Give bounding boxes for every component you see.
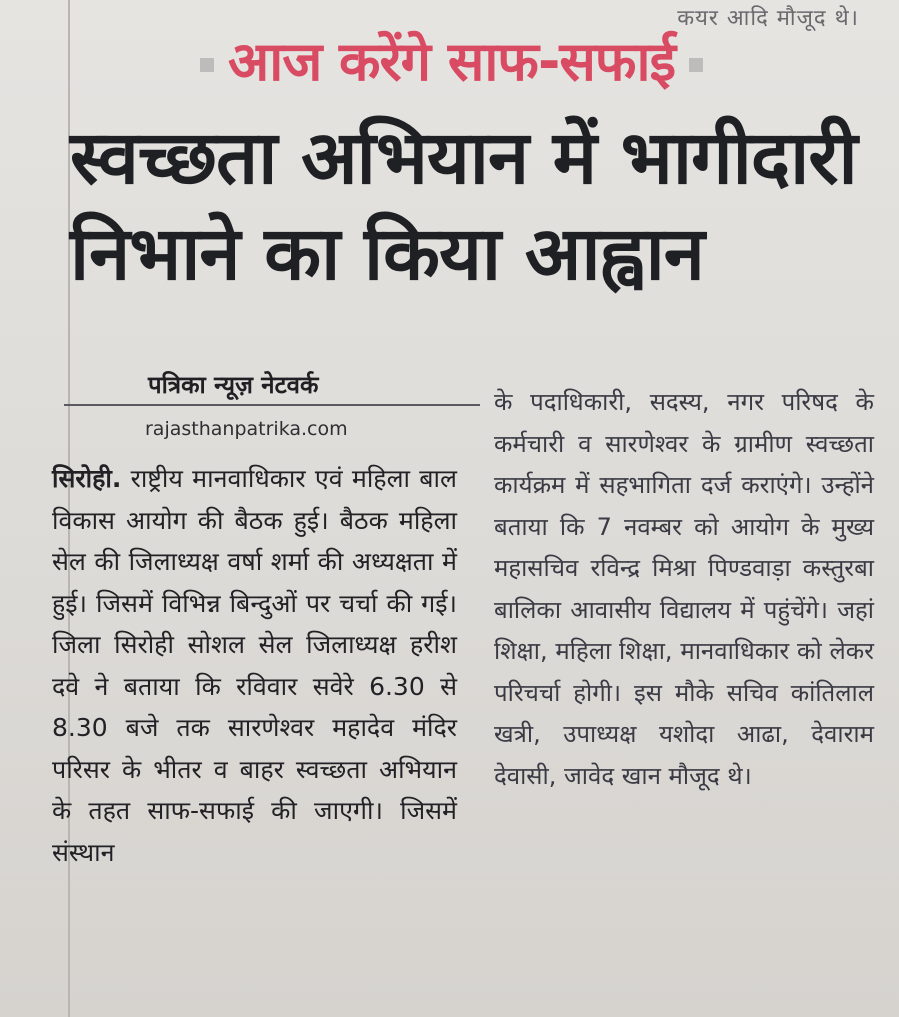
byline: पत्रिका न्यूज़ नेटवर्क [148,371,319,399]
main-headline: स्वच्छता अभियान में भागीदारी निभाने का किया आह्वान [70,115,857,297]
kicker-headline [186,22,717,96]
bullet-square-icon [689,58,703,72]
article-text-right: के पदाधिकारी, सदस्य, नगर परिषद के कर्मचारी व सारणेश्वर के ग्रामीण स्वच्छता कार्यक्रम में सहभागिता दर्ज कराएंगे। उन्होंने बताया कि 7 नवम्बर को आयोग के मुख्य महासचिव रविन्द्र मिश्रा पिण्डवाड़ा कस्तुरबा बालिका आवासीय विद्यालय में पहुंचेंगे। जहां शिक्षा, महिला शिक्षा, मानवाधिकार को लेकर परिचर्चा होगी। इस मौके सचिव कांतिलाल खत्री, उपाध्यक्ष यशोदा आढा, देवाराम देवासी, जावेद खान मौजूद थे। [494,388,874,790]
article-column-right [494,382,874,797]
website-credit: rajasthanpatrika.com [145,418,348,440]
article-text-left: राष्ट्रीय मानवाधिकार एवं महिला बाल विकास आयोग की बैठक हुई। बैठक महिला सेल की जिलाध्यक्ष वर्षा शर्मा की अध्यक्षता में हुई। जिसमें विभिन्न बिन्दुओं पर चर्चा की गई। जिला सिरोही सोशल सेल जिलाध्यक्ष हरीश दवे ने बताया कि रविवार सवेरे 6.30 से 8.30 बजे तक सारणेश्वर महादेव मंदिर परिसर के भीतर व बाहर स्वच्छता अभियान के तहत साफ-सफाई की जाएगी। जिसमें संस्थान [52,464,457,867]
kicker-text: आज करेंगे साफ-सफाई [228,30,675,93]
previous-article-fragment: कयर आदि मौजूद थे। [677,6,859,31]
article-column-left [52,458,457,873]
dateline: सिरोही. [52,464,122,493]
bullet-square-icon [200,58,214,72]
byline-divider [64,404,480,406]
